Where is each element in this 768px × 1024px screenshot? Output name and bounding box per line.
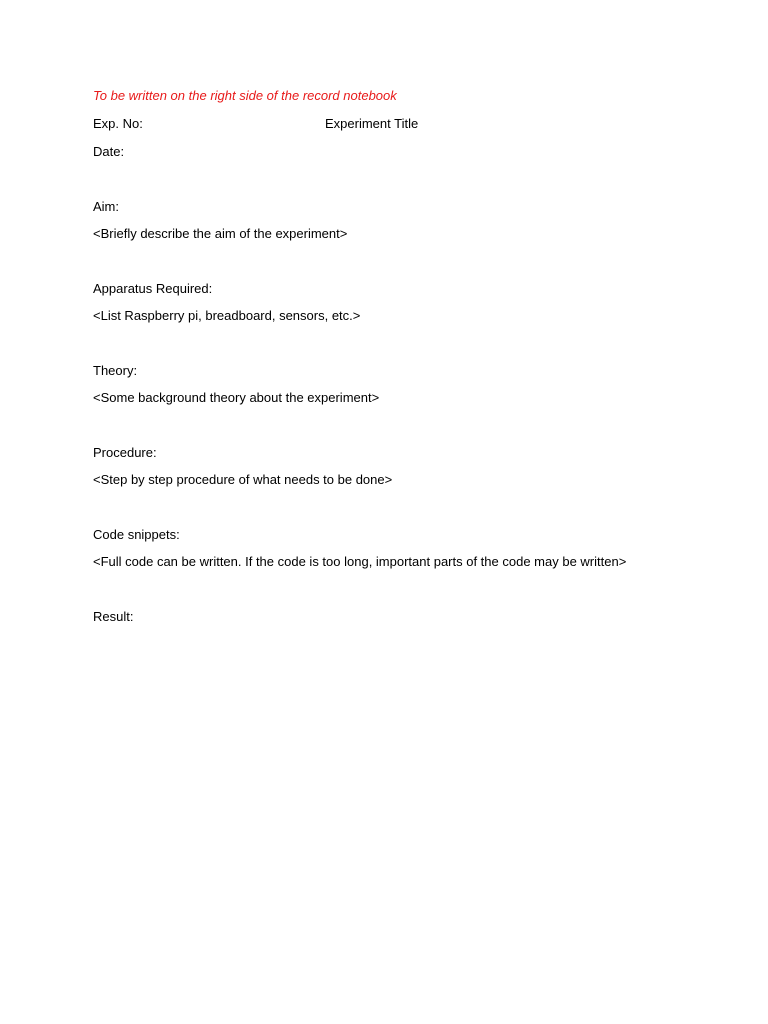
code-snippets-placeholder: <Full code can be written. If the code is too long, important parts of the code may be written> [93, 554, 627, 569]
date-label: Date: [93, 144, 125, 159]
code-snippets-heading: Code snippets: [93, 527, 180, 542]
instruction-note: To be written on the right side of the record notebook [93, 88, 397, 103]
aim-heading: Aim: [93, 199, 119, 214]
result-heading: Result: [93, 609, 134, 624]
procedure-heading: Procedure: [93, 445, 157, 460]
apparatus-heading: Apparatus Required: [93, 281, 213, 296]
exp-no-label: Exp. No: [93, 116, 143, 131]
theory-placeholder: <Some background theory about the experiment> [93, 390, 380, 405]
aim-placeholder: <Briefly describe the aim of the experiment> [93, 226, 348, 241]
apparatus-placeholder: <List Raspberry pi, breadboard, sensors, etc.> [93, 308, 361, 323]
experiment-title-label: Experiment Title [325, 116, 419, 131]
procedure-placeholder: <Step by step procedure of what needs to be done> [93, 472, 393, 487]
theory-heading: Theory: [93, 363, 138, 378]
